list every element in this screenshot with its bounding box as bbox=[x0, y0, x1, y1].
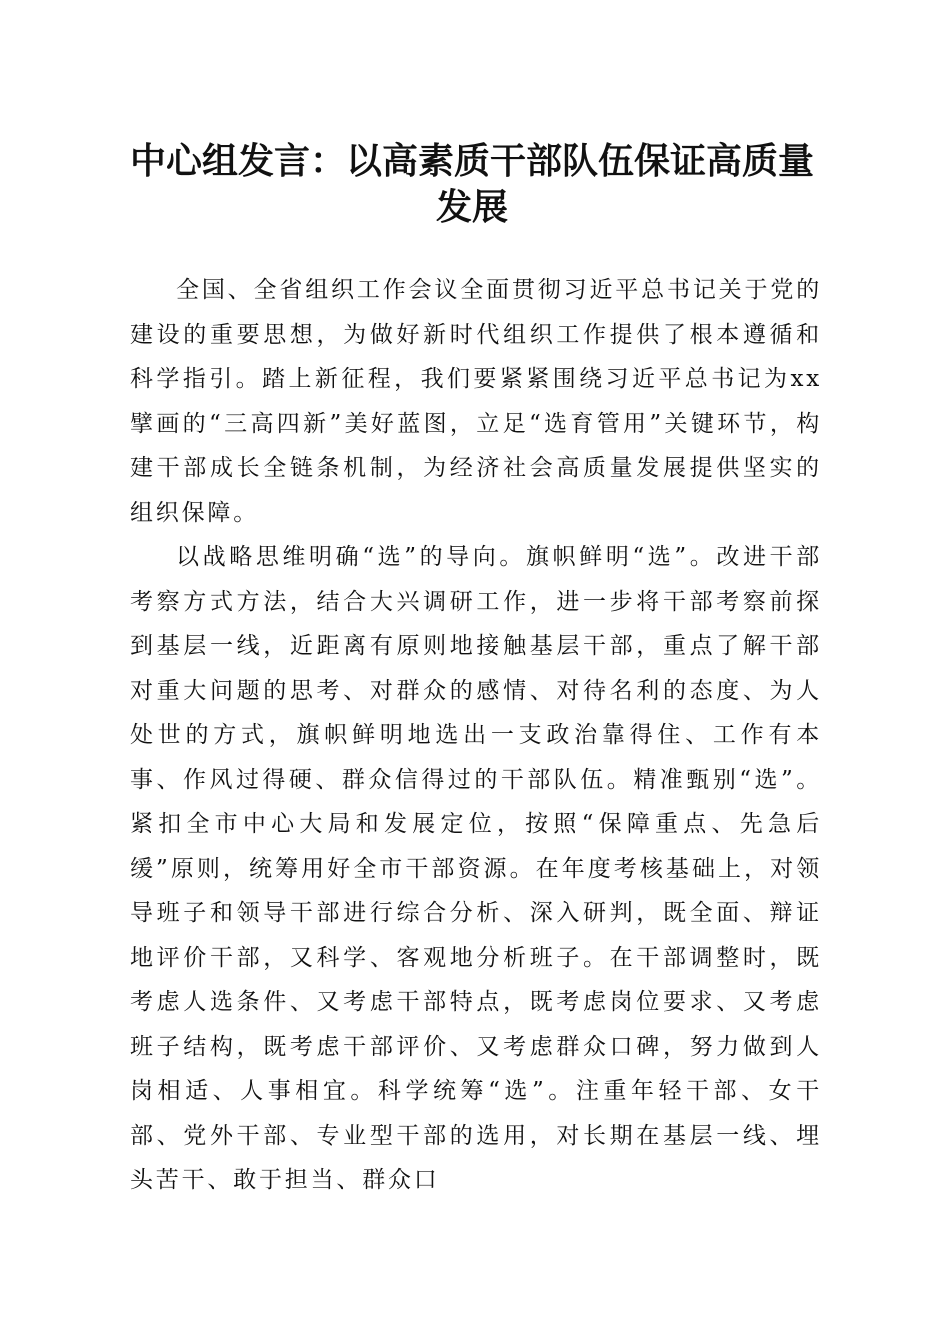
document-body bbox=[130, 268, 822, 1203]
paragraph-intro: 全国、全省组织工作会议全面贯彻习近平总书记关于党的建设的重要思想，为做好新时代组织工作提供了根本遵循和科学指引。踏上新征程，我们要紧紧围绕习近平总书记为xx擘画的“三高四新”美好蓝图，立足“选育管用”关键环节，构建干部成长全链条机制，为经济社会高质量发展提供坚实的组织保障。 bbox=[130, 277, 822, 526]
paragraph-selection: 以战略思维明确“选”的导向。旗帜鲜明“选”。改进干部考察方式方法，结合大兴调研工作，进一步将干部考察前探到基层一线，近距离有原则地接触基层干部，重点了解干部对重大问题的思考、对群众的感情、对待名利的态度、为人处世的方式，旗帜鲜明地选出一支政治靠得住、工作有本事、作风过得硬、群众信得过的干部队伍。精准甄别“选”。紧扣全市中心大局和发展定位，按照“保障重点、先急后缓”原则，统筹用好全市干部资源。在年度考核基础上，对领导班子和领导干部进行综合分析、深入研判，既全面、辩证地评价干部，又科学、客观地分析班子。在干部调整时，既考虑人选条件、又考虑干部特点，既考虑岗位要求、又考虑班子结构，既考虑干部评价、又考虑群众口碑，努力做到人岗相适、人事相宜。科学统筹“选”。注重年轻干部、女干部、党外干部、专业型干部的选用，对长期在基层一线、埋头苦干、敢于担当、群众口 bbox=[130, 544, 822, 1193]
document-title: 中心组发言：以高素质干部队伍保证高质量发展 bbox=[129, 140, 814, 228]
